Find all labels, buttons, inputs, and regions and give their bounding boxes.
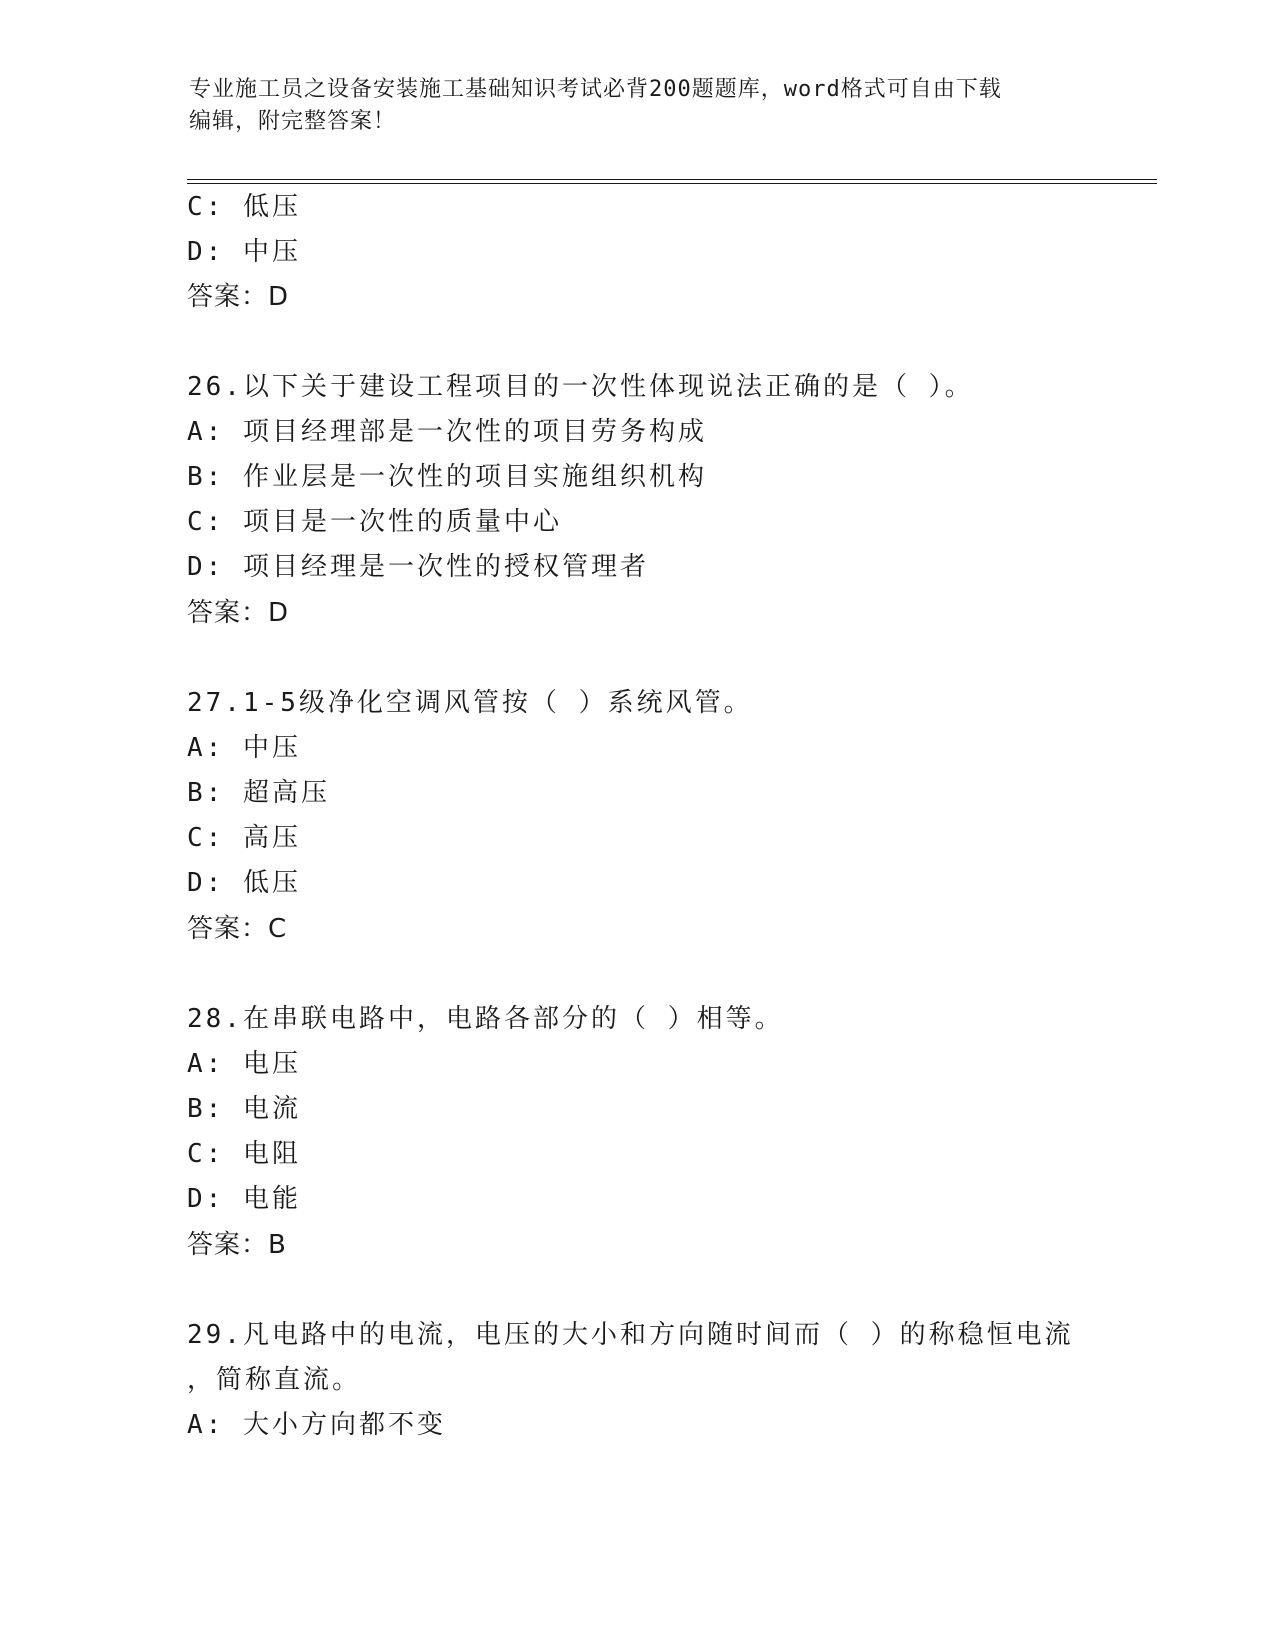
option-c: C: 低压 <box>187 192 301 222</box>
option-c: C: 电阻 <box>187 1139 301 1169</box>
answer: 答案：B <box>187 1230 287 1260</box>
answer: 答案：D <box>187 282 290 312</box>
header-divider <box>187 179 1157 184</box>
option-c: C: 项目是一次性的质量中心 <box>187 507 562 537</box>
option-d: D: 低压 <box>187 868 301 898</box>
question-stem: 27.1-5级净化空调风管按（ ）系统风管。 <box>187 688 753 718</box>
option-b: B: 电流 <box>187 1094 301 1124</box>
question-stem-line-2: ，简称直流。 <box>187 1365 362 1395</box>
question-stem-line-1: 29.凡电路中的电流，电压的大小和方向随时间而（ ）的称稳恒电流 <box>187 1320 1074 1350</box>
header-title-line-1: 专业施工员之设备安装施工基础知识考试必背200题题库，word格式可自由下载 <box>189 77 1002 102</box>
option-d: D: 中压 <box>187 237 301 267</box>
option-c: C: 高压 <box>187 823 301 853</box>
option-a: A: 项目经理部是一次性的项目劳务构成 <box>187 417 707 447</box>
answer: 答案：C <box>187 914 288 944</box>
option-a: A: 中压 <box>187 733 301 763</box>
option-b: B: 超高压 <box>187 778 330 808</box>
answer: 答案：D <box>187 598 290 628</box>
option-a: A: 电压 <box>187 1049 301 1079</box>
option-d: D: 项目经理是一次性的授权管理者 <box>187 552 649 582</box>
option-b: B: 作业层是一次性的项目实施组织机构 <box>187 462 707 492</box>
option-a: A: 大小方向都不变 <box>187 1410 446 1440</box>
option-d: D: 电能 <box>187 1184 301 1214</box>
document-header <box>189 74 1089 138</box>
question-stem: 28.在串联电路中，电路各部分的（ ）相等。 <box>187 1004 784 1034</box>
question-stem: 26.以下关于建设工程项目的一次性体现说法正确的是（ ）。 <box>187 372 974 402</box>
header-title-line-2: 编辑，附完整答案！ <box>189 109 397 134</box>
